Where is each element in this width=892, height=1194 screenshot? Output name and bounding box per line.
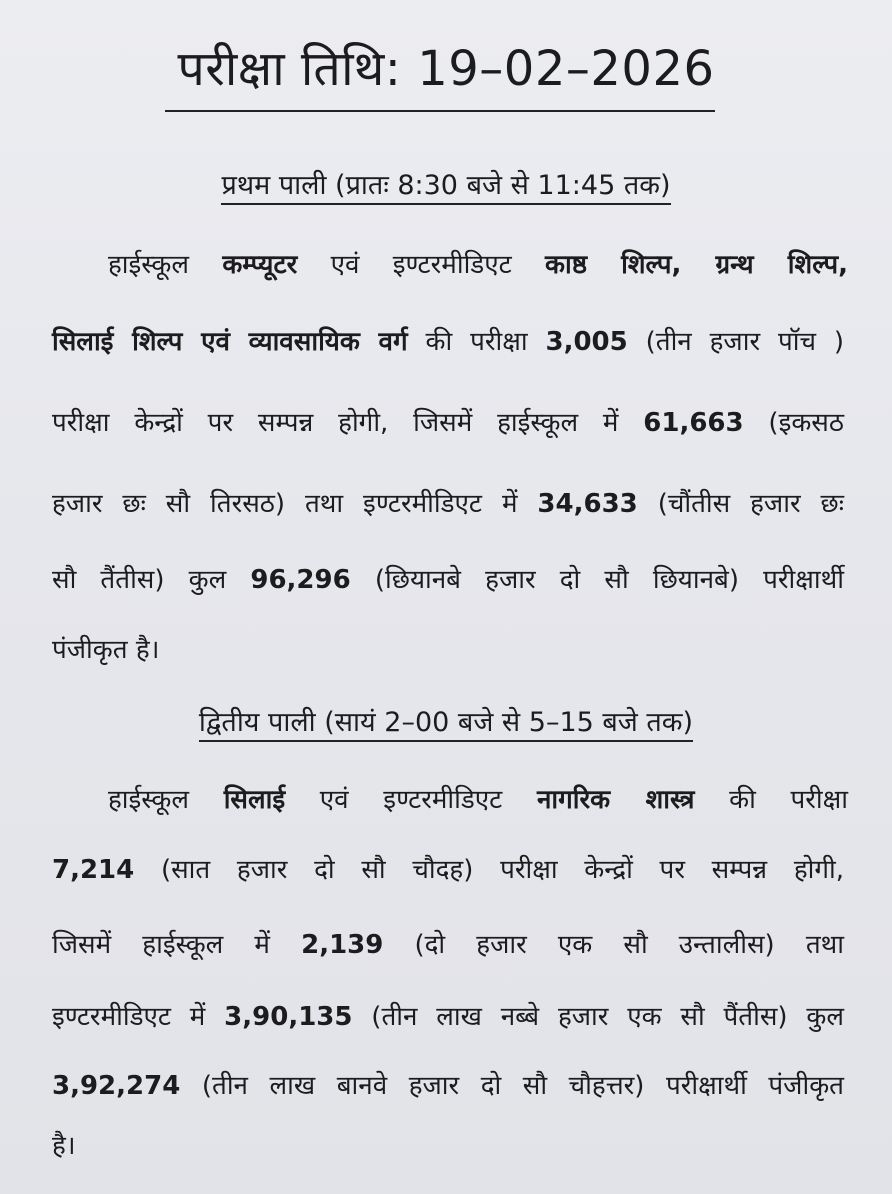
second-shift-heading — [0, 703, 892, 743]
centre-count: 7,214 — [52, 855, 135, 885]
text-segment: है। — [52, 1131, 76, 1161]
first-shift-line-6 — [52, 630, 844, 670]
text-segment: जिसमें हाईस्कूल में — [52, 930, 302, 960]
subject-highlight: सिलाई शिल्प एवं व्यावसायिक वर्ग — [52, 327, 408, 357]
text-segment: हाईस्कूल — [108, 250, 223, 280]
first-shift-line-2 — [52, 322, 844, 362]
first-shift-line-4 — [52, 484, 844, 524]
subject-highlight: काष्ठ शिल्प, ग्रन्थ शिल्प, — [545, 250, 848, 280]
text-segment: हाईस्कूल — [108, 785, 224, 815]
text-segment: सौ तैंतीस) कुल — [52, 565, 251, 595]
subject-highlight: कम्प्यूटर — [222, 250, 298, 280]
text-segment: एवं इण्टरमीडिएट — [297, 250, 546, 280]
first-shift-heading — [0, 166, 892, 206]
text-segment: परीक्षा केन्द्रों पर सम्पन्न होगी, जिसमें हाईस्कूल में — [52, 408, 644, 438]
first-shift-line-1 — [108, 245, 848, 285]
second-shift-line-5 — [52, 1066, 844, 1106]
second-shift-line-2 — [52, 850, 844, 890]
subject-highlight: सिलाई — [223, 785, 286, 815]
text-segment: पंजीकृत है। — [52, 635, 160, 665]
highschool-count: 2,139 — [301, 930, 384, 960]
exam-date-title: परीक्षा तिथि: 19–02–2026 — [177, 41, 715, 97]
first-shift-line-3 — [52, 403, 844, 443]
title-underline — [165, 110, 715, 112]
text-segment: इण्टरमीडिएट में — [52, 1002, 225, 1032]
text-segment: हजार छः सौ तिरसठ) तथा इण्टरमीडिएट में — [52, 489, 538, 519]
first-shift-line-5 — [52, 560, 844, 600]
intermediate-count: 34,633 — [537, 489, 638, 519]
first-shift-heading-text: प्रथम पाली (प्रातः 8:30 बजे से 11:45 तक) — [221, 170, 670, 205]
centre-count: 3,005 — [545, 327, 628, 357]
text-segment: की परीक्षा — [407, 327, 546, 357]
text-segment: एवं इण्टरमीडिएट — [285, 785, 537, 815]
second-shift-line-1 — [108, 780, 848, 820]
text-segment: (इकसठ — [743, 408, 844, 438]
text-segment: (सात हजार दो सौ चौदह) परीक्षा केन्द्रों पर सम्पन्न होगी, — [134, 855, 844, 885]
subject-highlight: नागरिक शास्त्र — [536, 785, 695, 815]
second-shift-line-6 — [52, 1126, 844, 1166]
second-shift-line-4 — [52, 997, 844, 1037]
text-segment: (तीन लाख बानवे हजार दो सौ चौहत्तर) परीक्षार्थी पंजीकृत — [180, 1071, 844, 1101]
intermediate-count: 3,90,135 — [224, 1002, 353, 1032]
text-segment: (चौंतीस हजार छः — [637, 489, 844, 519]
text-segment: (छियानबे हजार दो सौ छियानबे) परीक्षार्थी — [350, 565, 845, 595]
total-count: 96,296 — [250, 565, 351, 595]
text-segment: की परीक्षा — [694, 785, 849, 815]
total-count: 3,92,274 — [52, 1071, 181, 1101]
text-segment: (दो हजार एक सौ उन्तालीस) तथा — [383, 930, 844, 960]
highschool-count: 61,663 — [643, 408, 744, 438]
text-segment: (तीन हजार पॉच ) — [627, 327, 844, 357]
text-segment: (तीन लाख नब्बे हजार एक सौ पैंतीस) कुल — [352, 1002, 844, 1032]
second-shift-heading-text: द्वितीय पाली (सायं 2–00 बजे से 5–15 बजे तक) — [199, 707, 693, 742]
second-shift-line-3 — [52, 925, 844, 965]
